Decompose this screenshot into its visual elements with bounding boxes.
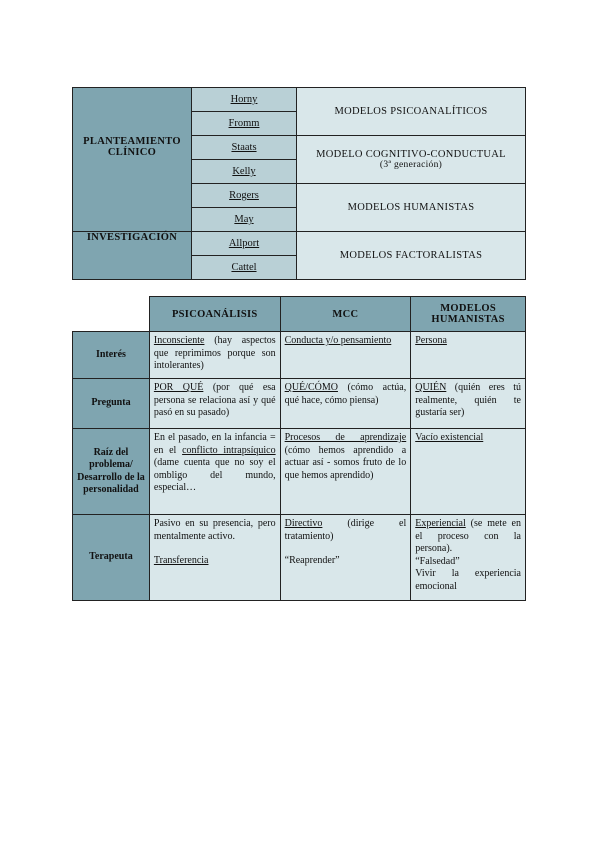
name-staats: Staats [192,136,297,160]
model-factoralistas-text: MODELOS FACTORALISTAS [339,250,483,261]
interes-humanistas [411,332,526,379]
raiz-mcc [280,429,411,515]
raiz-psico-pre: En el pasado, en la infancia = en el [153,432,276,456]
raiz-hum-key: Vacío existencial [415,432,484,443]
row-label-interes: Interés [73,332,150,379]
raiz-mcc-key: Procesos de aprendizaje [284,432,407,443]
label-planteamiento-clinico [73,88,192,232]
header-psicoanalisis: PSICOANÁLISIS [149,297,280,332]
comparison-table [72,296,526,601]
row-label-pregunta: Pregunta [73,379,150,429]
row-label-terapeuta: Terapeuta [73,515,150,601]
terapeuta-mcc [280,515,411,601]
terapeuta-humanistas [411,515,526,601]
interes-mcc [280,332,411,379]
model-psicoanaliticos [297,88,526,136]
interes-mcc-key: Conducta y/o pensamiento [284,335,392,346]
model-psicoanaliticos-text: MODELOS PSICOANALÍTICOS [334,106,488,117]
interes-hum-key: Persona [415,335,447,346]
label-investigacion-text: INVESTIGACIÓN [86,232,178,243]
pregunta-humanistas [411,379,526,429]
corner-cell [73,297,150,332]
pregunta-psico-detail: (por qué esa persona se relaciona así y qué pasó en su pasado) [153,382,276,418]
interes-psicoanalisis [149,332,280,379]
terapeuta-hum-detail: (se mete en el proceso con la persona). [415,518,521,554]
name-cattel: Cattel [192,256,297,280]
terapeuta-psicoanalisis [149,515,280,601]
model-humanistas [297,184,526,232]
raiz-psico-detail: (dame cuenta que no soy el ombligo del mundo, especial… [153,457,276,493]
terapeuta-mcc-detail: (dirige el tratamiento) [284,518,407,542]
name-rogers: Rogers [192,184,297,208]
terapeuta-hum-key: Experiencial [415,518,466,529]
terapeuta-hum-falsedad: “Falsedad” [415,555,460,567]
terapeuta-hum-vivir: Vivir la experiencia emocional [415,568,521,592]
pregunta-hum-key: QUIÉN [415,382,447,393]
model-cc-line2: (3ª generación) [379,160,443,170]
models-table [72,87,526,280]
pregunta-mcc-detail: (cómo actúa, qué hace, cómo piensa) [284,382,407,406]
model-cognitivo-conductual [297,136,526,184]
interes-psico-detail: (hay aspectos que reprimimos porque son intolerantes) [153,335,276,371]
row-label-raiz: Raíz del problema/ Desarrollo de la personalidad [73,429,150,515]
name-kelly: Kelly [192,160,297,184]
raiz-psicoanalisis [149,429,280,515]
terapeuta-mcc-key: Directivo [284,518,323,529]
pregunta-mcc-key: QUÉ/CÓMO [284,382,338,393]
name-allport: Allport [192,232,297,256]
name-fromm: Fromm [192,112,297,136]
terapeuta-psico-transferencia: Transferencia [153,555,209,566]
terapeuta-psico-line1: Pasivo en su presencia, pero mentalmente activo. [153,518,276,542]
pregunta-mcc [280,379,411,429]
header-humanistas: MODELOS HUMANISTAS [411,297,526,332]
raiz-mcc-detail: (cómo hemos aprendido a actuar así - somos fruto de lo que hemos aprendido) [284,444,407,481]
model-factoralistas [297,232,526,280]
label-investigacion [73,232,192,280]
label-planteamiento-text: PLANTEAMIENTO CLÍNICO [83,136,181,158]
header-mcc: MCC [280,297,411,332]
pregunta-psicoanalisis [149,379,280,429]
pregunta-psico-key: POR QUÉ [153,382,204,393]
pregunta-hum-detail: (quién eres tú realmente, quién te gustaría ser) [415,382,521,418]
name-horny: Horny [192,88,297,112]
model-humanistas-text: MODELOS HUMANISTAS [347,202,475,213]
interes-psico-key: Inconsciente [153,335,205,346]
model-cc-line1: MODELO COGNITIVO-CONDUCTUAL [316,149,506,160]
raiz-humanistas [411,429,526,515]
terapeuta-mcc-reaprender: “Reaprender” [284,555,340,566]
raiz-psico-key: conflicto intrapsíquico [182,444,276,456]
name-may: May [192,208,297,232]
